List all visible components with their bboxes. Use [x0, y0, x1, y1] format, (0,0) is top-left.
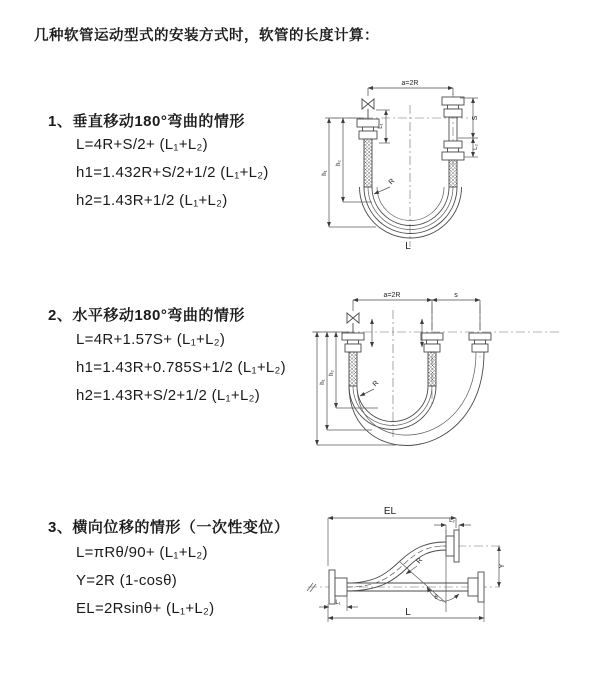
right-fitting-lower	[442, 141, 464, 160]
dim-label-l: L	[405, 607, 411, 618]
diagram-vertical-180-bend	[320, 75, 580, 255]
dim-label-a2r: a=2R	[383, 292, 401, 299]
left-hose-leg	[349, 352, 357, 386]
section-3-formula-l: L=πRθ/90+ (L₁+L₂)	[76, 544, 208, 561]
dim-label-l1: L₁	[378, 123, 384, 129]
dim-label-s: s	[454, 292, 458, 299]
angle-arc	[427, 587, 459, 601]
radius-label: R	[415, 556, 425, 566]
dim-label-h1: h₁	[322, 170, 328, 176]
dim-label-l2: L₂	[449, 518, 455, 524]
left-hose-leg	[364, 139, 372, 187]
dim-label-h2: h₂	[329, 370, 335, 376]
right-fitting-upper	[442, 97, 464, 117]
dim-label-el: EL	[383, 506, 397, 517]
page-title: 几种软管运动型式的安装方式时，软管的长度计算：	[34, 28, 379, 44]
hose-displaced	[347, 542, 446, 591]
diagram-horizontal-180-bend	[310, 285, 585, 455]
dim-label-s: S	[472, 115, 479, 121]
section-1-heading: 1、垂直移动180°弯曲的情形	[48, 113, 245, 130]
left-fitting	[342, 333, 364, 352]
dim-label-l2: L₂	[473, 144, 479, 150]
left-flange	[329, 570, 347, 604]
centerline-break	[307, 583, 316, 592]
radius-label: R	[387, 177, 397, 187]
right-fitting	[469, 333, 491, 352]
dim-label-y: Y	[499, 563, 506, 569]
section-2-heading: 2、水平移动180°弯曲的情形	[48, 307, 245, 324]
section-1-formula-h2: h2=1.43R+1/2 (L₁+L₂)	[76, 192, 228, 209]
valve-icon	[347, 313, 359, 333]
right-flange	[468, 572, 484, 602]
section-1-formula-h1: h1=1.432R+S/2+1/2 (L₁+L₂)	[76, 164, 269, 181]
upper-flange	[446, 530, 459, 562]
radius-label: R	[371, 379, 381, 389]
section-3-formula-el: EL=2Rsinθ+ (L₁+L₂)	[76, 600, 215, 617]
section-2-formula-h2: h2=1.43R+S/2+1/2 (L₁+L₂)	[76, 387, 261, 404]
dim-label-l1: L₁	[335, 600, 341, 606]
radius-line	[400, 562, 446, 603]
right-hose-leg	[449, 160, 457, 187]
section-3-formula-y: Y=2R (1-cosθ)	[76, 572, 178, 589]
angle-label: θ	[434, 595, 438, 601]
middle-hose-leg	[428, 352, 436, 386]
dim-label-h1: h₁	[320, 379, 326, 385]
section-2-formula-l: L=4R+1.57S+ (L₁+L₂)	[76, 331, 226, 348]
diagram-lateral-displacement	[300, 500, 595, 650]
valve-icon	[362, 99, 374, 119]
length-label: L	[405, 241, 411, 252]
dim-label-h2: h₂	[336, 160, 342, 166]
section-3-heading: 3、横向位移的情形（一次性变位）	[48, 519, 290, 536]
section-2-formula-h1: h1=1.43R+0.785S+1/2 (L₁+L₂)	[76, 359, 286, 376]
section-1-formula-l: L=4R+S/2+ (L₁+L₂)	[76, 136, 208, 153]
u-bend-hose	[360, 187, 462, 238]
u-bend-displaced	[349, 352, 484, 445]
left-fitting	[357, 119, 379, 139]
dim-label-a2r: a=2R	[401, 80, 419, 87]
middle-fitting	[421, 333, 443, 352]
